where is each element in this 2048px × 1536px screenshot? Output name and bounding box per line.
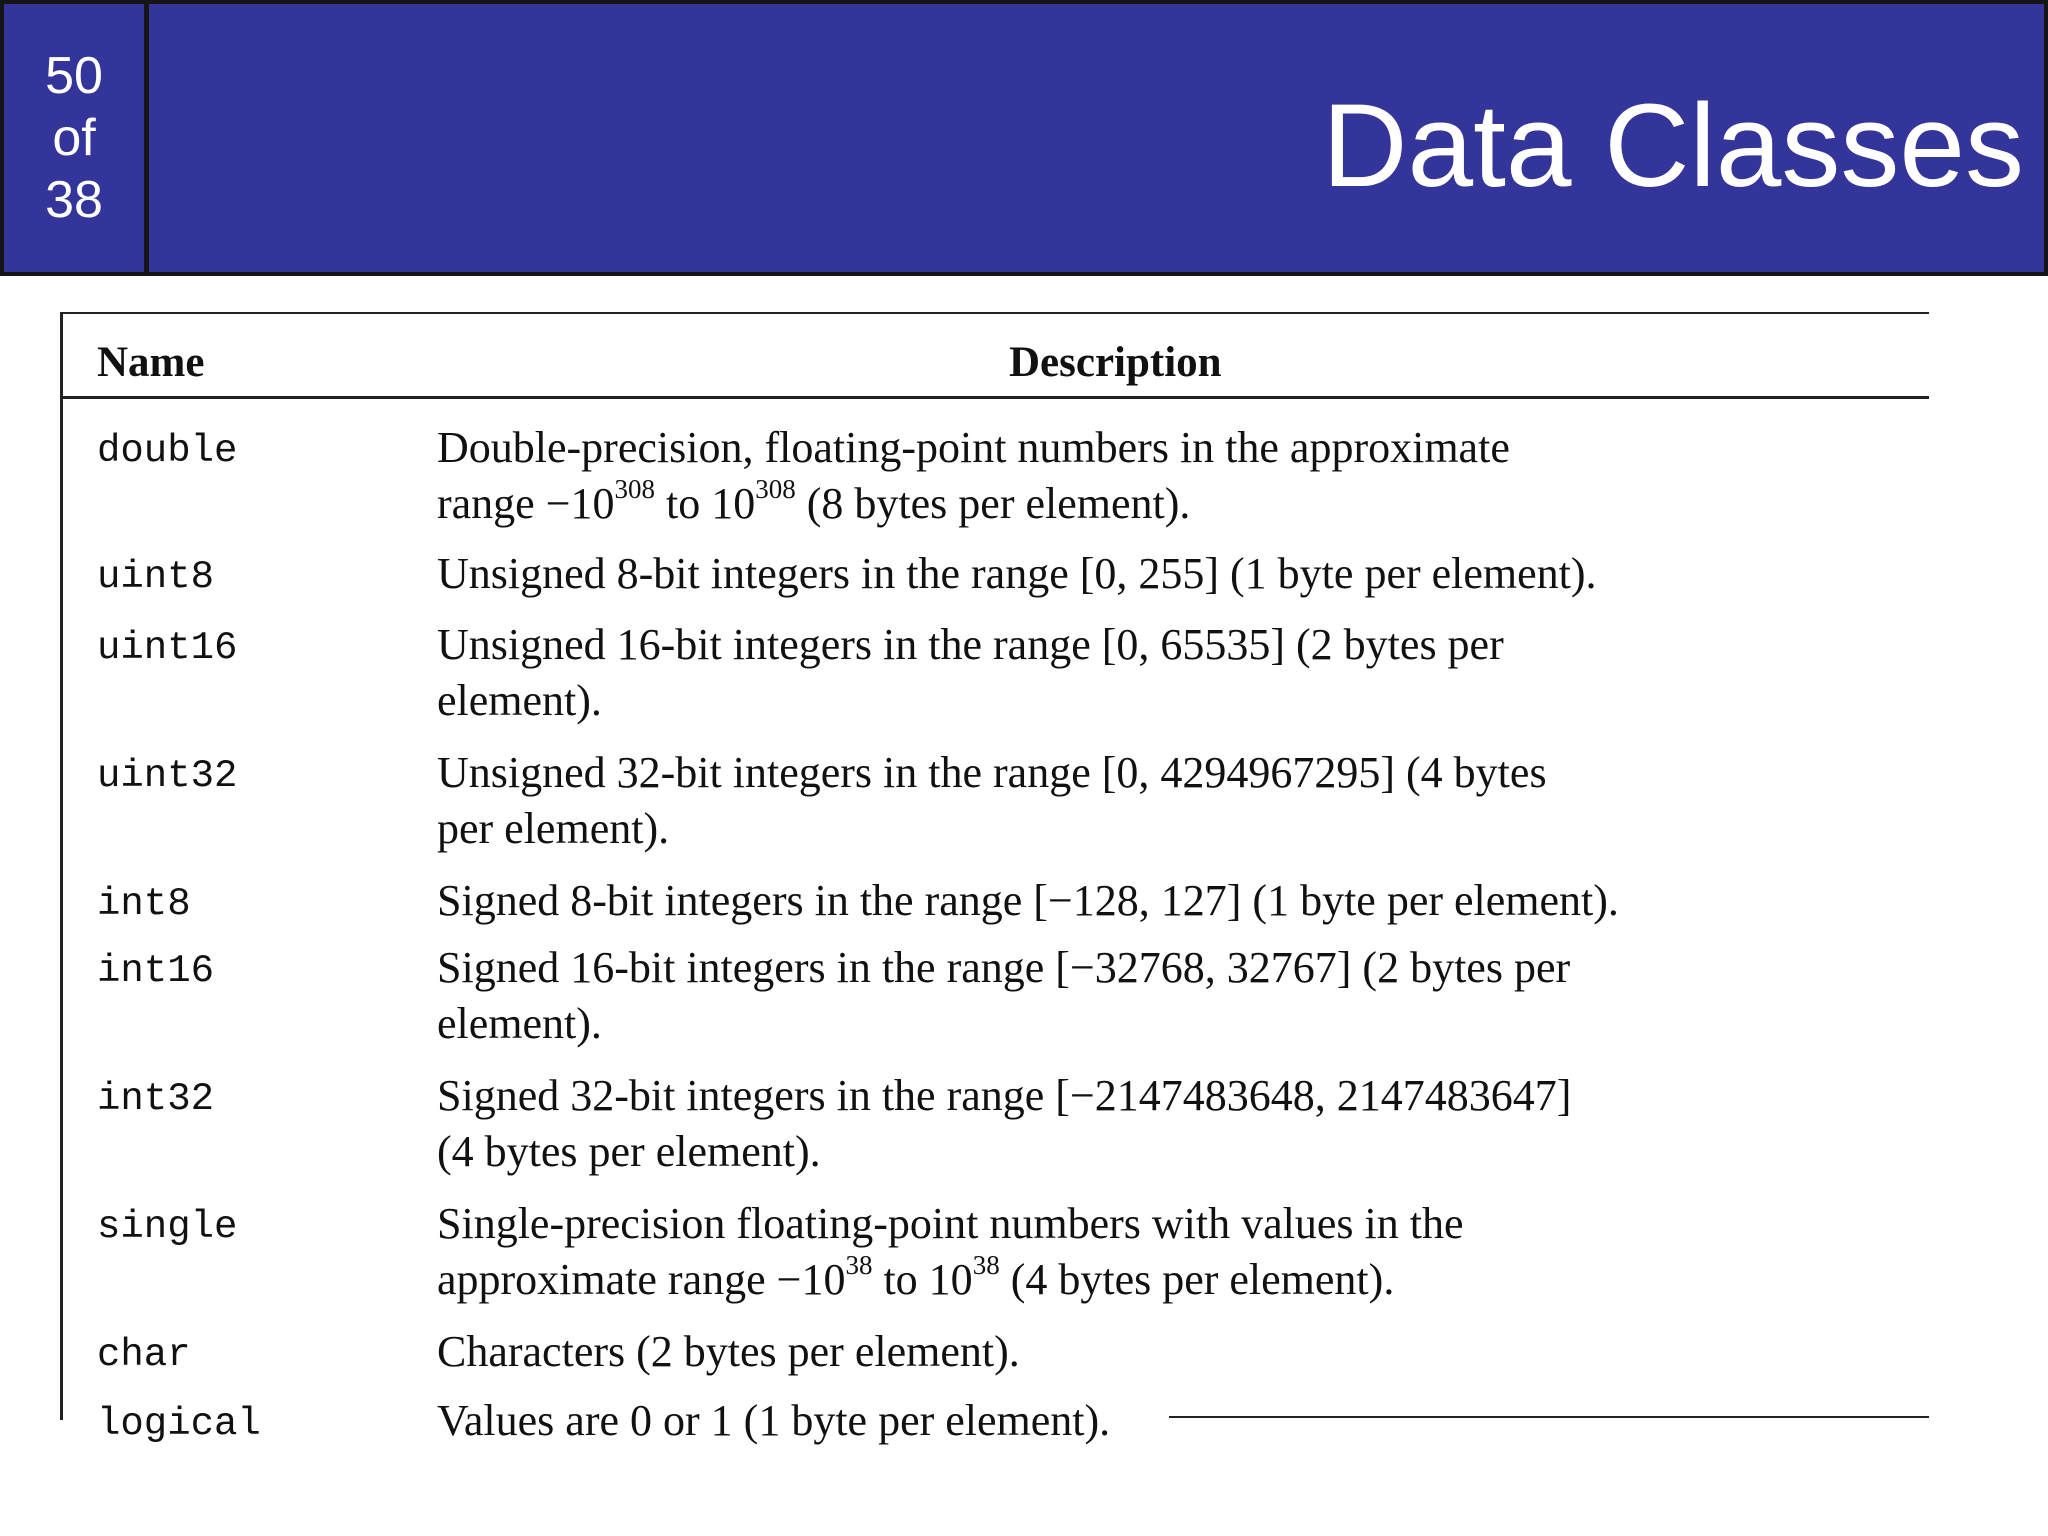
description-line	[437, 673, 1889, 729]
description-line	[437, 1393, 1889, 1449]
description-text: (4 bytes per element).	[999, 1255, 1395, 1304]
slide-counter-total: 38	[45, 171, 103, 229]
table-row	[63, 1393, 1929, 1452]
description-line	[437, 546, 1889, 602]
data-class-description	[437, 546, 1929, 602]
description-text: (4 bytes per element).	[437, 1127, 821, 1176]
description-text: range −10	[437, 479, 615, 528]
table-row	[63, 1068, 1929, 1180]
slide-counter	[4, 4, 149, 272]
description-text: (8 bytes per element).	[795, 479, 1191, 528]
table-row	[63, 745, 1929, 857]
description-text: element).	[437, 999, 602, 1048]
description-text: Signed 32-bit integers in the range [−2147483648, 2147483647]	[437, 1071, 1572, 1120]
slide-header	[0, 0, 2048, 276]
data-class-name: uint8	[97, 555, 215, 599]
row-spacer	[63, 729, 1929, 745]
row-spacer	[63, 1383, 1929, 1393]
table-body	[63, 420, 1929, 1452]
data-class-name: char	[97, 1333, 191, 1377]
data-class-name: int32	[97, 1077, 215, 1121]
table-bottom-rule	[1169, 1416, 1929, 1418]
description-text: Signed 16-bit integers in the range [−32768, 32767] (2 bytes per	[437, 943, 1571, 992]
description-text: element).	[437, 676, 602, 725]
data-class-name: single	[97, 1205, 238, 1249]
table-header-rule	[63, 396, 1929, 399]
exponent: 308	[614, 474, 656, 504]
data-class-name: uint16	[97, 626, 238, 670]
description-line	[437, 801, 1889, 857]
description-text: Characters (2 bytes per element).	[437, 1327, 1020, 1376]
row-spacer	[63, 1180, 1929, 1196]
description-text: Values are 0 or 1 (1 byte per element).	[437, 1396, 1111, 1445]
description-line	[437, 1252, 1889, 1308]
table-top-rule	[63, 312, 1929, 314]
table-row	[63, 940, 1929, 1052]
description-line	[437, 745, 1889, 801]
column-header-name: Name	[97, 339, 205, 386]
description-text: Signed 8-bit integers in the range [−128, 127] (1 byte per element).	[437, 876, 1619, 925]
data-class-description	[437, 420, 1929, 532]
row-spacer	[63, 532, 1929, 546]
data-class-name: int8	[97, 882, 191, 926]
table-row	[63, 1324, 1929, 1383]
row-spacer	[63, 932, 1929, 940]
data-class-description	[437, 1393, 1929, 1449]
description-line	[437, 617, 1889, 673]
row-spacer	[63, 1052, 1929, 1068]
data-class-description	[437, 1196, 1929, 1308]
data-class-description	[437, 745, 1929, 857]
page-title: Data Classes	[1322, 80, 2024, 212]
description-text: approximate range −10	[437, 1255, 846, 1304]
description-line	[437, 420, 1889, 476]
description-line	[437, 1124, 1889, 1180]
description-line	[437, 1324, 1889, 1380]
data-class-description	[437, 1068, 1929, 1180]
row-spacer	[63, 857, 1929, 873]
description-line	[437, 1068, 1889, 1124]
data-class-description	[437, 873, 1929, 929]
row-spacer	[63, 1308, 1929, 1324]
data-class-name: uint32	[97, 754, 238, 798]
table-row	[63, 617, 1929, 729]
description-text: Unsigned 16-bit integers in the range [0, 65535] (2 bytes per	[437, 620, 1504, 669]
slide-counter-current: 50	[45, 47, 103, 105]
table-row	[63, 420, 1929, 532]
data-class-description	[437, 940, 1929, 1052]
title-bar	[149, 4, 2044, 272]
data-class-description	[437, 1324, 1929, 1380]
exponent: 38	[972, 1250, 1000, 1280]
description-text: Unsigned 8-bit integers in the range [0, 255] (1 byte per element).	[437, 549, 1597, 598]
description-text: Unsigned 32-bit integers in the range [0, 4294967295] (4 bytes	[437, 748, 1547, 797]
data-classes-table	[60, 312, 1929, 1446]
table-row	[63, 546, 1929, 605]
data-class-name: double	[97, 429, 238, 473]
row-spacer	[63, 605, 1929, 617]
data-class-description	[437, 617, 1929, 729]
slide-counter-of: of	[52, 109, 96, 167]
exponent: 308	[755, 474, 796, 504]
exponent: 38	[845, 1250, 873, 1280]
description-text: per element).	[437, 804, 670, 853]
description-line	[437, 476, 1889, 532]
description-line	[437, 996, 1889, 1052]
data-class-name: logical	[97, 1402, 261, 1446]
description-line	[437, 940, 1889, 996]
description-text: Single-precision floating-point numbers with values in the	[437, 1199, 1464, 1248]
column-header-description: Description	[1009, 339, 1222, 386]
description-text: to 10	[655, 479, 756, 528]
description-text: to 10	[872, 1255, 973, 1304]
data-class-name: int16	[97, 949, 215, 993]
table-row	[63, 1196, 1929, 1308]
table-row	[63, 873, 1929, 932]
description-line	[437, 873, 1889, 929]
description-line	[437, 1196, 1889, 1252]
description-text: Double-precision, floating-point numbers in the approximate	[437, 423, 1510, 472]
